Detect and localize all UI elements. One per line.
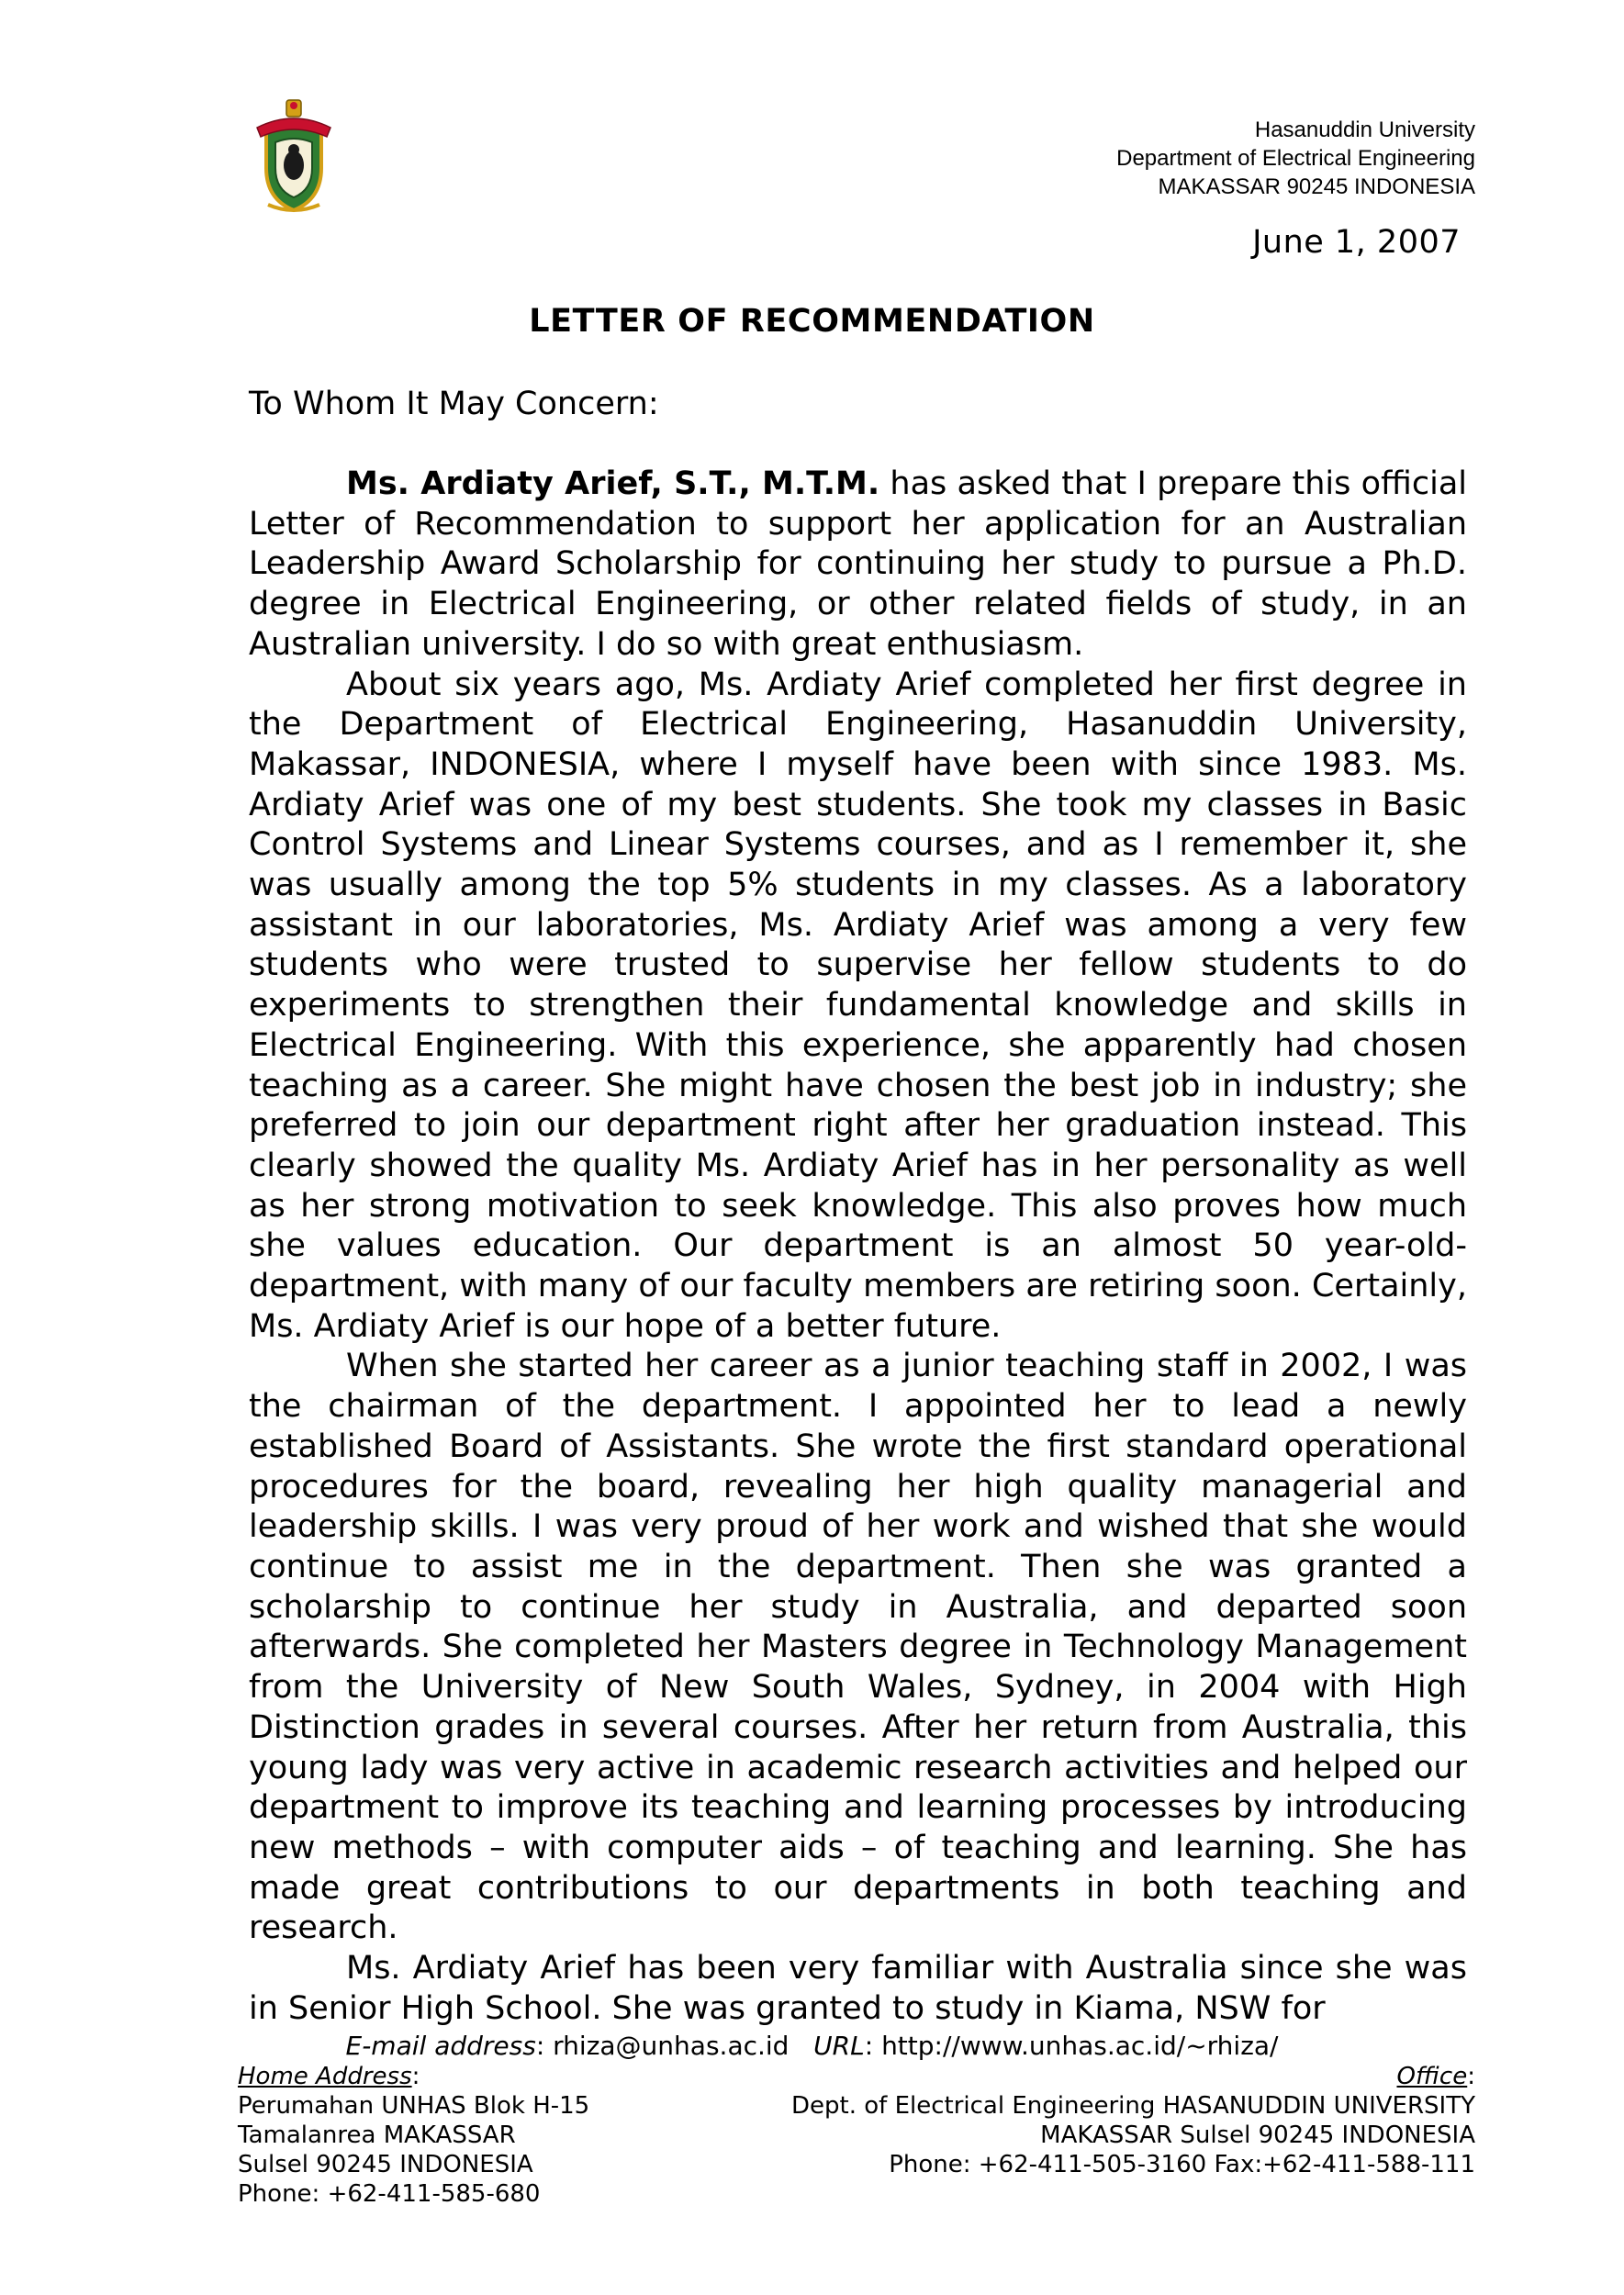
url-label: URL	[813, 2031, 865, 2061]
letterhead-department: Department of Electrical Engineering	[1116, 146, 1475, 171]
letterhead-institution: Hasanuddin University	[1254, 118, 1475, 142]
email-label: E-mail address	[345, 2031, 536, 2061]
url-link[interactable]: http://www.unhas.ac.id/~rhiza/	[881, 2031, 1279, 2061]
paragraph-3: When she started her career as a junior teaching staff in 2002, I was the chairman of the department. I appointed her to lead a newly established Board of Assistants. She wrote the first standard operational procedures for the board, revealing her high quality managerial and leadership skills. I was very proud of her work and wished that she would continue to assist me in the department. Then she was granted a scholarship to continue her study in Australia, and departed soon afterwards. She completed her Masters degree in Technology Management from the University of New South Wales, Sydney, in 2004 with High Distinction grades in several courses. After her return from Australia, this young lady was very active in academic research activities and helped our department to improve its teaching and learning processes by introducing new methods – with computer aids – of teaching and learning. She has made great contributions to our departments in both teaching and research.	[249, 1348, 1467, 1947]
email-link[interactable]: rhiza@unhas.ac.id	[553, 2031, 790, 2061]
university-crest-logo	[248, 96, 340, 216]
home-address-line: Sulsel 90245 INDONESIA	[238, 2151, 533, 2178]
office-phone: Phone: +62-411-505-3160 Fax:+62-411-588-111	[889, 2151, 1475, 2178]
letterhead-city: MAKASSAR 90245 INDONESIA	[1158, 174, 1475, 199]
letterhead-address	[1116, 116, 1475, 201]
salutation: To Whom It May Concern:	[249, 386, 659, 422]
footer-contact: E-mail address: rhiza@unhas.ac.id URL: http://www.unhas.ac.id/~rhiza/	[345, 2031, 1279, 2061]
paragraph-1: Ms. Ardiaty Arief, S.T., M.T.M. has asked that I prepare this official Letter of Recommendation to support her application for an Australian Leadership Award Scholarship for continuing her study to pursue a Ph.D. degree in Electrical Engineering, or other related fields of study, in an Australian university. I do so with great enthusiasm.	[249, 465, 1467, 663]
office-address-block: Office: Dept. of Electrical Engineering HASANUDDIN UNIVERSITY MAKASSAR Sulsel 90245 INDONESIA Phone: +62-411-505-3160 Fax:+62-411-588-111	[791, 2063, 1475, 2178]
paragraph-4: Ms. Ardiaty Arief has been very familiar with Australia since she was in Senior High School. She was granted to study in Kiama, NSW for	[249, 1950, 1467, 2027]
office-label: Office	[1396, 2063, 1468, 2090]
letter-body	[249, 465, 1467, 2029]
home-phone: Phone: +62-411-585-680	[238, 2180, 541, 2208]
candidate-name: Ms. Ardiaty Arief, S.T., M.T.M.	[346, 465, 880, 502]
office-address-line: Dept. of Electrical Engineering HASANUDDIN UNIVERSITY	[791, 2092, 1475, 2120]
paragraph-2: About six years ago, Ms. Ardiaty Arief completed her first degree in the Department of Electrical Engineering, Hasanuddin University, Makassar, INDONESIA, where I myself have been with since 1983. Ms. Ardiaty Arief was one of my best students. She took my classes in Basic Control Systems and Linear Systems courses, and as I remember it, she was usually among the top 5% students in my classes. As a laboratory assistant in our laboratories, Ms. Ardiaty Arief was among a very few students who were trusted to supervise her fellow students to do experiments to strengthen their fundamental knowledge and skills in Electrical Engineering. With this experience, she apparently had chosen teaching as a career. She might have chosen the best job in industry; she preferred to join our department right after her graduation instead. This clearly showed the quality Ms. Ardiaty Arief has in her personality as well as her strong motivation to seek knowledge. This also proves how much she values education. Our department is an almost 50 year-old-department, with many of our faculty members are retiring soon. Certainly, Ms. Ardiaty Arief is our hope of a better future.	[249, 666, 1467, 1345]
letter-date: June 1, 2007	[1252, 224, 1461, 261]
home-address-line: Tamalanrea MAKASSAR	[238, 2121, 516, 2149]
home-address-block: Home Address: Perumahan UNHAS Blok H-15 Tamalanrea MAKASSAR Sulsel 90245 INDONESIA Phone: +62-411-585-680	[238, 2063, 590, 2208]
home-address-label: Home Address	[238, 2063, 412, 2090]
letter-title: LETTER OF RECOMMENDATION	[529, 303, 1095, 340]
home-address-line: Perumahan UNHAS Blok H-15	[238, 2092, 590, 2120]
office-address-line: MAKASSAR Sulsel 90245 INDONESIA	[1040, 2121, 1475, 2149]
